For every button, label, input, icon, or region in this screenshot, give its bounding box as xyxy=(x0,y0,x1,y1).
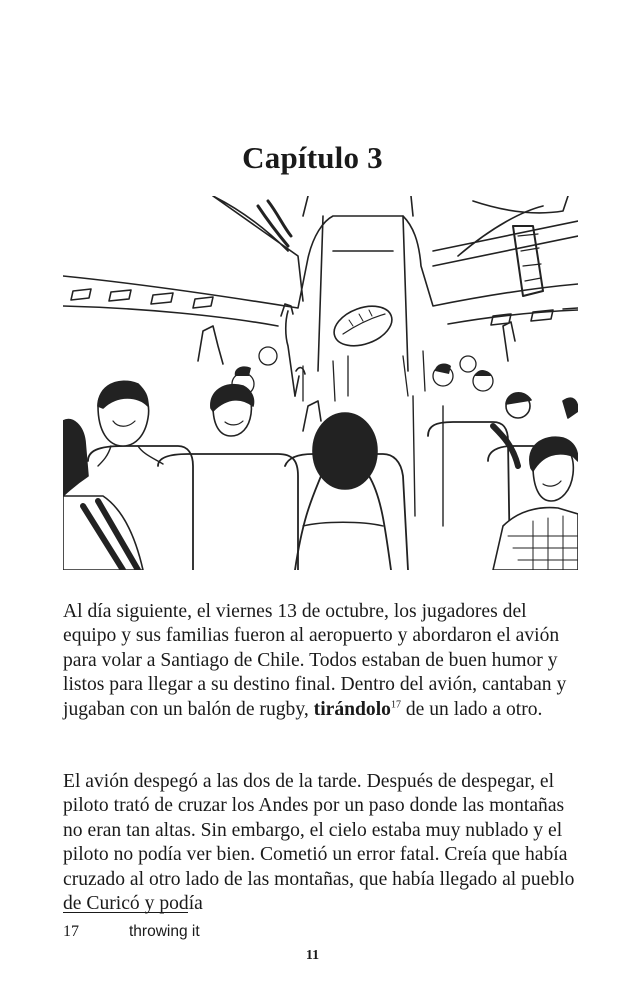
front-passenger xyxy=(295,413,391,570)
right-passenger xyxy=(493,437,578,570)
middle-passenger xyxy=(211,385,254,436)
footnote-number: 17 xyxy=(63,923,79,940)
footnote xyxy=(63,922,200,942)
seat-backs xyxy=(88,396,545,570)
footnote-text: throwing it xyxy=(129,923,200,940)
distant-passengers xyxy=(232,347,493,401)
footnote-reference: 17 xyxy=(390,699,401,711)
page-number: 11 xyxy=(305,948,320,963)
paragraph-2: El avión despegó a las dos de la tarde. Después de despegar, el piloto trató de cruzar los Andes por un paso donde las montañas no eran tan altas. Sin embargo, el cielo estaba muy nublado y el piloto no podía ver bien. Cometió un error fatal. Creía que había cruzado al otro lado de las montañas, que había llegado al pueblo de Curicó y podía xyxy=(63,771,575,915)
paragraph-1-text-before: Al día siguiente, el viernes 13 de octubre, los jugadores del equipo y sus familias fueron al aeropuerto y abordaron el avión para volar a Santiago de Chile. Todos estaban de buen humor y listos para llegar a su destino final. Dentro del avión, cantaban y jugaban con un balón de rugby, xyxy=(63,601,567,720)
rugby-ball xyxy=(329,299,398,353)
footnote-divider xyxy=(63,912,188,913)
paragraph-1 xyxy=(63,600,578,722)
cabin-structure xyxy=(63,196,578,371)
paragraph-1-text-after: de un lado a otro. xyxy=(400,698,543,720)
chapter-illustration xyxy=(63,196,578,570)
chapter-title: Capítulo 3 xyxy=(242,140,383,175)
vocabulary-word: tirándolo xyxy=(313,698,391,720)
left-passenger xyxy=(98,381,163,466)
